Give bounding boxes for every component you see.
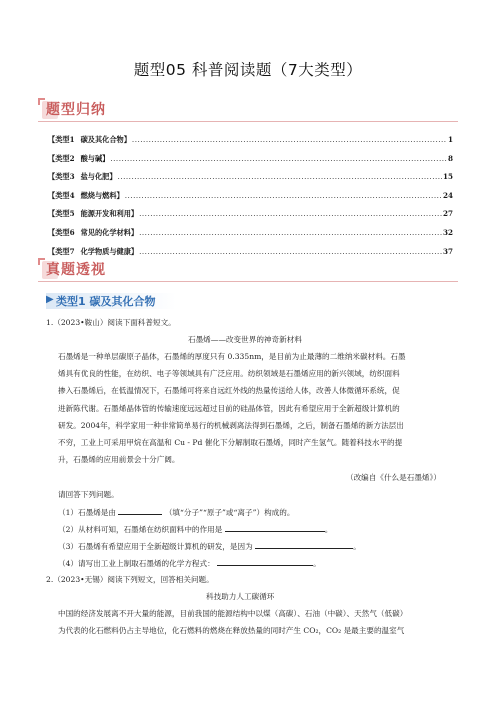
toc-entry-type2[interactable] <box>48 154 453 173</box>
toc-name: 盐与化肥】 <box>80 172 117 182</box>
q1-sub4-text: （4）请写出工业上制取石墨烯的化学方程式： <box>58 559 215 568</box>
toc-page-number: 27 <box>442 209 453 219</box>
toc-entry-type5[interactable] <box>48 209 453 228</box>
type-heading-label: 类型1 碳及其化合物 <box>56 295 156 308</box>
q1-sub4 <box>58 557 321 569</box>
practice-banner-label: 真题透视 <box>46 262 106 278</box>
toc-tag: 【类型1 <box>48 135 75 144</box>
q1-article-title: 石墨烯——改变世界的神奇新材料 <box>188 335 302 344</box>
toc-leader-dots <box>118 172 442 181</box>
summary-banner-label: 题型归纳 <box>46 102 106 118</box>
toc-page-number: 37 <box>442 246 453 256</box>
toc-leader-dots <box>132 135 447 144</box>
toc-page-number: 15 <box>442 172 453 182</box>
toc-tag: 【类型6 <box>48 227 75 237</box>
toc-entry-type6[interactable] <box>48 228 453 247</box>
toc-tag: 【类型2 <box>48 153 75 163</box>
q1-prompt: 请回答下列问题。 <box>58 490 119 499</box>
toc-leader-dots <box>139 247 442 256</box>
toc-name: 燃烧与燃料】 <box>80 190 124 200</box>
paragraph-line: 烯具有优良的性能，在纺织、电子等领域具有广泛应用。纺织领域是石墨烯应用的新兴领域，纺织面料 <box>58 369 400 378</box>
toc-name: 碳及其化合物】 <box>80 135 131 144</box>
q2-intro: 2.（2023•无锡）阅读下列短文，回答相关问题。 <box>46 575 214 584</box>
paragraph-line: 中国的经济发展离不开大量的能源，目前我国的能源结构中以煤（高碳）、石油（中碳）、天然气（低碳） <box>58 609 408 618</box>
paragraph-line: 不穷，工业上可采用甲烷在高温和 Cu - Pd 催化下分解制取石墨烯，同时产生氢气。随着科技水平的提 <box>58 438 403 447</box>
toc-leader-dots <box>139 209 442 218</box>
q1-sub2-text: （2）从材料可知，石墨烯在纺织面料中的作用是 <box>58 525 223 534</box>
page-title: 题型05 科普阅读题（7大类型） <box>133 61 363 79</box>
toc-leader-dots <box>139 228 442 237</box>
period: 。 <box>324 525 333 534</box>
toc-name: 能源开发和利用】 <box>80 209 139 219</box>
toc-page-number: 8 <box>447 153 453 163</box>
table-of-contents <box>48 135 453 265</box>
toc-entry-type3[interactable] <box>48 172 453 191</box>
paragraph-line: 为代表的化石燃料仍占主导地位，化石燃料的燃烧在释放热量的同时产生 CO₂，CO₂ 是最主要的温室气 <box>58 626 405 635</box>
paragraph-line: 进新陈代谢。石墨烯晶体管的传输速度远远超过目前的硅晶体管，因此有希望应用于全新超级计算机的 <box>58 404 400 413</box>
toc-leader-dots <box>125 191 442 200</box>
toc-page-number: 32 <box>442 227 453 237</box>
answer-blank[interactable] <box>225 523 325 532</box>
paragraph-line: 掺入石墨烯后，在低温情况下，石墨烯可将来自远红外线的热量传送给人体，改善人体微循环系统，促 <box>58 386 400 395</box>
toc-entry-type4[interactable] <box>48 191 453 210</box>
paragraph-line: 升，石墨烯的应用前景会十分广阔。 <box>58 455 180 464</box>
triangle-bullet-icon: ▶ <box>46 294 54 305</box>
type-heading <box>46 293 176 309</box>
practice-banner <box>38 258 458 282</box>
answer-blank[interactable] <box>255 540 353 549</box>
toc-tag: 【类型5 <box>48 209 75 219</box>
q1-source: （改编自《什么是石墨烯》） <box>346 473 441 482</box>
q1-sub3 <box>58 540 361 552</box>
toc-name: 常见的化学材料】 <box>80 227 139 237</box>
summary-banner <box>38 98 458 122</box>
toc-page-number: 1 <box>447 135 453 144</box>
paragraph-line: 研发。2004年，科学家用一种非常简单易行的机械剥离法得到石墨烯，之后，制备石墨烯的新方法层出 <box>58 421 404 430</box>
toc-tag: 【类型4 <box>48 190 75 200</box>
toc-entry-type1[interactable] <box>48 135 453 154</box>
paragraph-line: 石墨烯是一种单层碳原子晶体，石墨烯的厚度只有 0.335nm，是目前为止最薄的二维纳米碳材料。石墨 <box>58 352 406 361</box>
q1-sub3-text: （3）石墨烯有希望应用于全新超级计算机的研发，是因为 <box>58 542 253 551</box>
banner-rule <box>38 281 458 282</box>
toc-page-number: 24 <box>442 190 453 200</box>
toc-name: 酸与碱】 <box>80 153 110 163</box>
answer-blank[interactable] <box>217 557 313 566</box>
banner-rule <box>38 121 458 122</box>
q1-intro: 1.（2023•鞍山）阅读下面科普短文。 <box>46 318 176 327</box>
q1-sub1-text-a: （1）石墨烯是由 <box>58 508 116 517</box>
period: 。 <box>313 559 321 568</box>
toc-tag: 【类型3 <box>48 172 75 182</box>
q1-sub1-text-b: （填“分子”“原子”或“离子”）构成的。 <box>164 508 295 517</box>
answer-blank[interactable] <box>118 506 162 515</box>
toc-tag: 【类型7 <box>48 246 75 256</box>
toc-leader-dots <box>110 154 447 163</box>
q2-article-title: 科技助力人工碳循环 <box>206 592 275 601</box>
q1-sub2 <box>58 523 332 535</box>
toc-name: 化学物质与健康】 <box>80 246 139 256</box>
q1-sub1 <box>58 506 294 518</box>
period: 。 <box>353 542 361 551</box>
